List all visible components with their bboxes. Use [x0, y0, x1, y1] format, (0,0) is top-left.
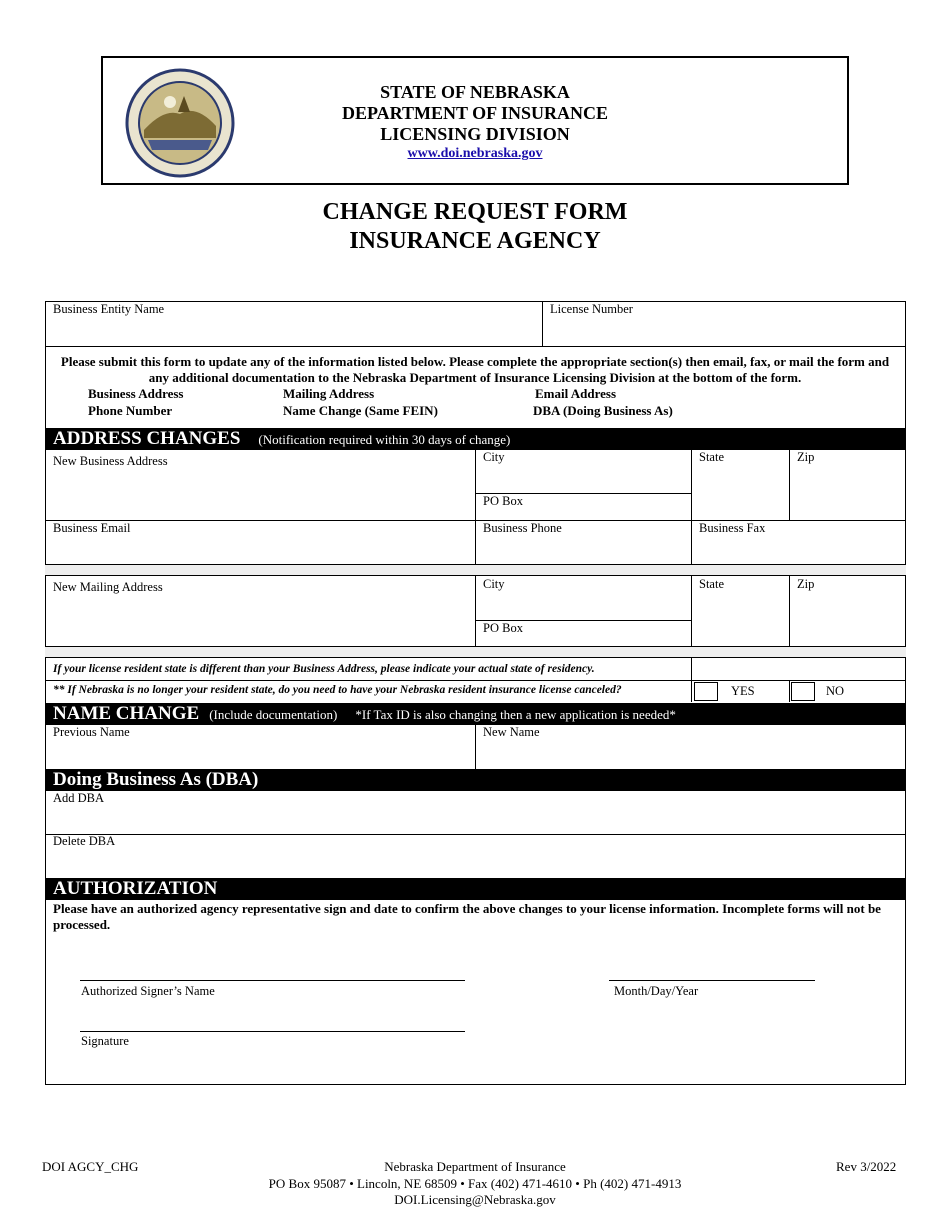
- new-name-field[interactable]: New Name: [483, 725, 540, 739]
- mailing-city-field[interactable]: City: [483, 577, 505, 591]
- instruction-item-name-change: Name Change (Same FEIN): [283, 403, 438, 418]
- business-fax-field[interactable]: Business Fax: [699, 521, 766, 535]
- footer-revision: Rev 3/2022: [836, 1159, 897, 1174]
- address-changes-header: [45, 428, 906, 450]
- delete-dba-field[interactable]: Delete DBA: [53, 834, 116, 848]
- signature-label: Signature: [81, 1034, 129, 1048]
- signer-name-line[interactable]: [80, 980, 465, 981]
- mailing-state-field[interactable]: State: [699, 577, 724, 591]
- name-change-note: (Include documentation): [209, 707, 338, 722]
- no-label: NO: [826, 684, 845, 698]
- name-change-title: NAME CHANGE: [53, 703, 200, 724]
- business-zip-field[interactable]: Zip: [797, 450, 815, 464]
- name-change-header: [45, 703, 906, 725]
- mailing-zip-field[interactable]: Zip: [797, 577, 815, 591]
- instruction-item-business-address: Business Address: [88, 386, 184, 401]
- signature-line[interactable]: [80, 1031, 465, 1032]
- previous-name-field[interactable]: Previous Name: [53, 725, 130, 739]
- business-city-field[interactable]: City: [483, 450, 505, 464]
- cancel-license-question: ** If Nebraska is no longer your resident state, do you need to have your Nebraska resident insurance license canceled?: [53, 684, 622, 696]
- tax-id-note: *If Tax ID is also changing then a new application is needed*: [355, 707, 676, 722]
- header-division: LICENSING DIVISION: [380, 124, 570, 144]
- footer-address: PO Box 95087 • Lincoln, NE 68509 • Fax (402) 471-4610 • Ph (402) 471-4913: [268, 1175, 682, 1191]
- instructions-text: Please submit this form to update any of the information listed below. Please complete the appropriate section(s) then email, fax, or mail the form and any additional documentation to the Nebraska Department of Insurance Licensing Division at the bottom of the form.: [60, 354, 890, 385]
- address-changes-title: ADDRESS CHANGES: [53, 428, 241, 449]
- business-po-box-field[interactable]: PO Box: [483, 494, 523, 508]
- new-business-address-field[interactable]: New Business Address: [53, 454, 168, 468]
- section-divider: [45, 564, 906, 576]
- footer-email: DOI.Licensing@Nebraska.gov: [394, 1192, 556, 1207]
- dba-header: [45, 769, 906, 791]
- form-subtitle: INSURANCE AGENCY: [349, 228, 601, 254]
- address-changes-note: (Notification required within 30 days of change): [258, 432, 511, 447]
- business-state-field[interactable]: State: [699, 450, 724, 464]
- header-url-link[interactable]: www.doi.nebraska.gov: [407, 146, 543, 161]
- yes-checkbox[interactable]: [694, 682, 718, 701]
- authorization-text: Please have an authorized agency representative sign and date to confirm the above changes to your license information. Incomplete forms will not be processed.: [53, 901, 881, 932]
- form-title: CHANGE REQUEST FORM: [322, 199, 628, 225]
- section-divider: [45, 646, 906, 658]
- header-state: STATE OF NEBRASKA: [380, 82, 570, 102]
- new-mailing-address-field[interactable]: New Mailing Address: [53, 580, 163, 594]
- instruction-item-mailing-address: Mailing Address: [283, 386, 375, 401]
- resident-state-field[interactable]: [692, 659, 905, 680]
- business-entity-name-field[interactable]: Business Entity Name: [53, 302, 165, 316]
- residency-question: If your license resident state is different than your Business Address, please indicate your actual state of residency.: [53, 663, 595, 675]
- instruction-item-dba: DBA (Doing Business As): [533, 403, 673, 418]
- instruction-item-phone-number: Phone Number: [88, 403, 173, 418]
- business-phone-field[interactable]: Business Phone: [483, 521, 562, 535]
- footer-org: Nebraska Department of Insurance: [384, 1159, 566, 1174]
- add-dba-field[interactable]: Add DBA: [53, 791, 105, 805]
- date-line[interactable]: [609, 980, 815, 981]
- business-email-field[interactable]: Business Email: [53, 521, 131, 535]
- instruction-item-email-address: Email Address: [535, 386, 617, 401]
- license-number-field[interactable]: License Number: [550, 302, 633, 316]
- signer-name-label: Authorized Signer’s Name: [81, 984, 215, 998]
- yes-label: YES: [731, 684, 755, 698]
- date-label: Month/Day/Year: [614, 984, 699, 998]
- header-department: DEPARTMENT OF INSURANCE: [341, 103, 609, 123]
- no-checkbox[interactable]: [791, 682, 815, 701]
- authorization-title: AUTHORIZATION: [53, 878, 218, 899]
- state-seal-icon: [124, 68, 236, 178]
- footer-form-id: DOI AGCY_CHG: [42, 1159, 139, 1174]
- mailing-po-box-field[interactable]: PO Box: [483, 621, 523, 635]
- authorization-header: [45, 878, 906, 900]
- dba-title: Doing Business As (DBA): [53, 769, 259, 790]
